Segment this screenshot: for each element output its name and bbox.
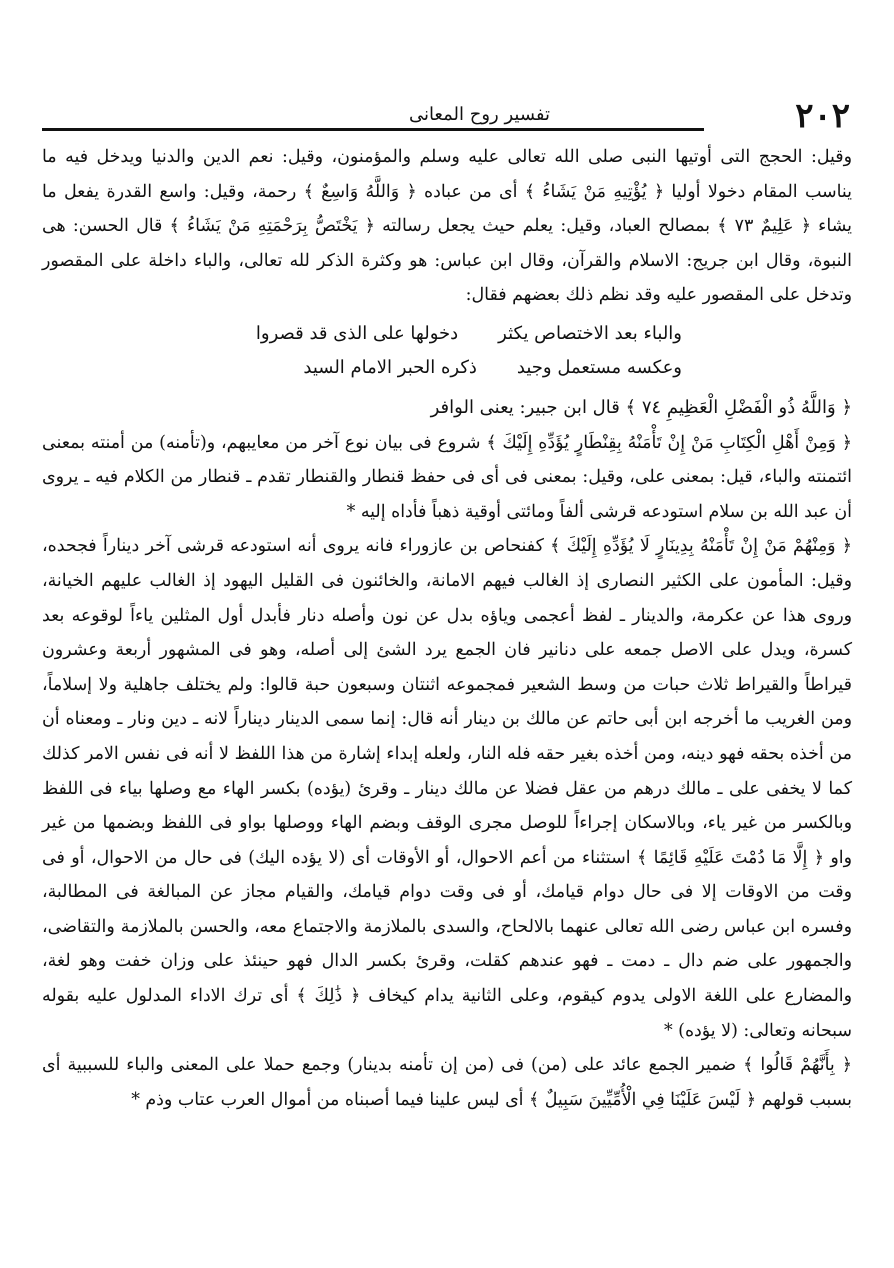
poem-hemistich: والباء بعد الاختصاص يكثر: [498, 322, 682, 344]
poem-hemistich: وعكسه مستعمل وجيد: [516, 356, 682, 378]
poem-line: [42, 351, 852, 385]
paragraph: ﴿ وَمِنْهُمْ مَنْ إِنْ تَأْمَنْهُ بِدِينَارٍ لَا يُؤَدِّهِ إِلَيْكَ ﴾ كفنحاص بن عازوراء فانه يروى أنه استودعه قرشى آخر ديناراً فجحده، وقيل: المأمون على الكثير النصارى إذ الغالب فيهم الامانة، والخائنون فى القليل اليهود إذ الغالب عليهم الخيانة، وروى هذا عن عكرمة، والدينار ـ لفظ أعجمى وياؤه بدل عن نون وأصله دنار فأبدل أول المثلين ياءاً لوقوعه بعد كسرة، ويدل على الاصل جمعه على دنانير فان الجمع يرد الشئ إلى أصله، وهو فى المشهور أربعة وعشرون قيراطاً والقيراط ثلاث حبات من وسط الشعير فمجموعه اثنتان وسبعون حبة قالوا: ولم يختلف جاهلية ولا إسلاماً، ومن الغريب ما أخرجه ابن أبى حاتم عن مالك بن دينار أنه قال: إنما سمى الدينار ديناراً لانه ـ دين ونار ـ ومعناه أن من أخذه بحقه فهو دينه، ومن أخذه بغير حقه فله النار، ولعله إبداء إشارة من هذا اللفظ لا أنه فى نفس الامر كذلك كما لا يخفى على ـ مالك درهم من عقل فضلا عن مالك دينار ـ وقرئ (يؤده) بكسر الهاء مع وصلها بياء فى اللفظ وبالكسر من غير ياء، وبالاسكان إجراءاً للوصل مجرى الوقف وبضم الهاء ووصلها بواو فى اللفظ وبضمها من غير واو ﴿ إِلَّا مَا دُمْتَ عَلَيْهِ قَائِمًا ﴾ استثناء من أعم الاحوال، أو الأوقات أى (لا يؤده اليك) فى حال من الاحوال، أو فى وقت من الاوقات إلا فى حال دوام قيامك، أو فى وقت دوام قيامك، والقيام مجاز عن المبالغة فى المطالبة، وفسره ابن عباس رضى الله تعالى عنهما بالالحاح، والسدى بالملازمة والاجتماع معه، والحسن بالملازمة والتقاضى، والجمهور على ضم دال ـ دمت ـ فهو عندهم كقلت، وقرئ بكسر الدال فهو حينئذ على وزان خفت وهو لغة، والمضارع على اللغة الاولى يدوم كيقوم، وعلى الثانية يدام كيخاف ﴿ ذَٰلِكَ ﴾ أى ترك الاداء المدلول عليه بقوله سبحانه وتعالى: (لا يؤده) *: [42, 536, 853, 1041]
verse-line: ﴿ وَاللَّهُ ذُو الْفَضْلِ الْعَظِيمِ ٧٤ ﴾ قال ابن جبير: يعنى الوافر: [430, 396, 852, 418]
poem: [42, 317, 852, 385]
paragraph: ﴿ بِأَنَّهُمْ قَالُوا ﴾ ضمير الجمع عائد على (من) فى (من إن تأمنه بدينار) وجمع حملا على المعنى والباء للسببية أى بسبب قولهم ﴿ لَيْسَ عَلَيْنَا فِي الْأُمِّيِّينَ سَبِيلٌ ﴾ أى ليس علينا فيما أصبناه من أموال العرب عتاب وذم *: [42, 1055, 852, 1110]
poem-hemistich: ذكره الحبر الامام السيد: [303, 356, 477, 378]
page-body: [42, 140, 852, 1117]
header-rule: [42, 128, 704, 131]
running-title: تفسير روح المعانى: [408, 104, 550, 125]
paragraph: ﴿ وَمِنْ أَهْلِ الْكِتَابِ مَنْ إِنْ تَأْمَنْهُ بِقِنْطَارٍ يُؤَدِّهِ إِلَيْكَ ﴾ شروع فى بيان نوع آخر من معايبهم، و(تأمنه) من أمنته بمعنى ائتمنته والباء، قيل: بمعنى على، وقيل: بمعنى فى أى فى حفظ قنطار والقنطار تقدم ـ قنطار من الكلام فيه ـ يروى أن عبد الله بن سلام استودعه قرشى ألفاً ومائتى أوقية ذهباً فأداه إليه *: [42, 432, 852, 522]
poem-line: [42, 317, 852, 351]
paragraph: وقيل: الحجج التى أوتيها النبى صلى الله تعالى عليه وسلم والمؤمنون، وقيل: نعم الدين والدنيا ويدخل فيه ما يناسب المقام دخولا أوليا ﴿ يُؤْتِيهِ مَنْ يَشَاءُ ﴾ أى من عباده ﴿ وَاللَّهُ وَاسِعٌ ﴾ رحمة، وقيل: واسع القدرة يفعل ما يشاء ﴿ عَلِيمٌ ٧٣ ﴾ بمصالح العباد، وقيل: يعلم حيث يجعل رسالته ﴿ يَخْتَصُّ بِرَحْمَتِهِ مَنْ يَشَاءُ ﴾ قال الحسن: هى النبوة، وقال ابن جريج: الاسلام والقرآن، وقال ابن عباس: هو وكثرة الذكر لله تعالى، والباء داخلة على المقصور وتدخل على المقصور عليه وقد نظم ذلك بعضهم فقال:: [42, 147, 853, 306]
poem-hemistich: دخولها على الذى قد قصروا: [255, 322, 459, 344]
page-number: ٢٠٢: [795, 96, 850, 136]
page-header: [40, 96, 860, 136]
